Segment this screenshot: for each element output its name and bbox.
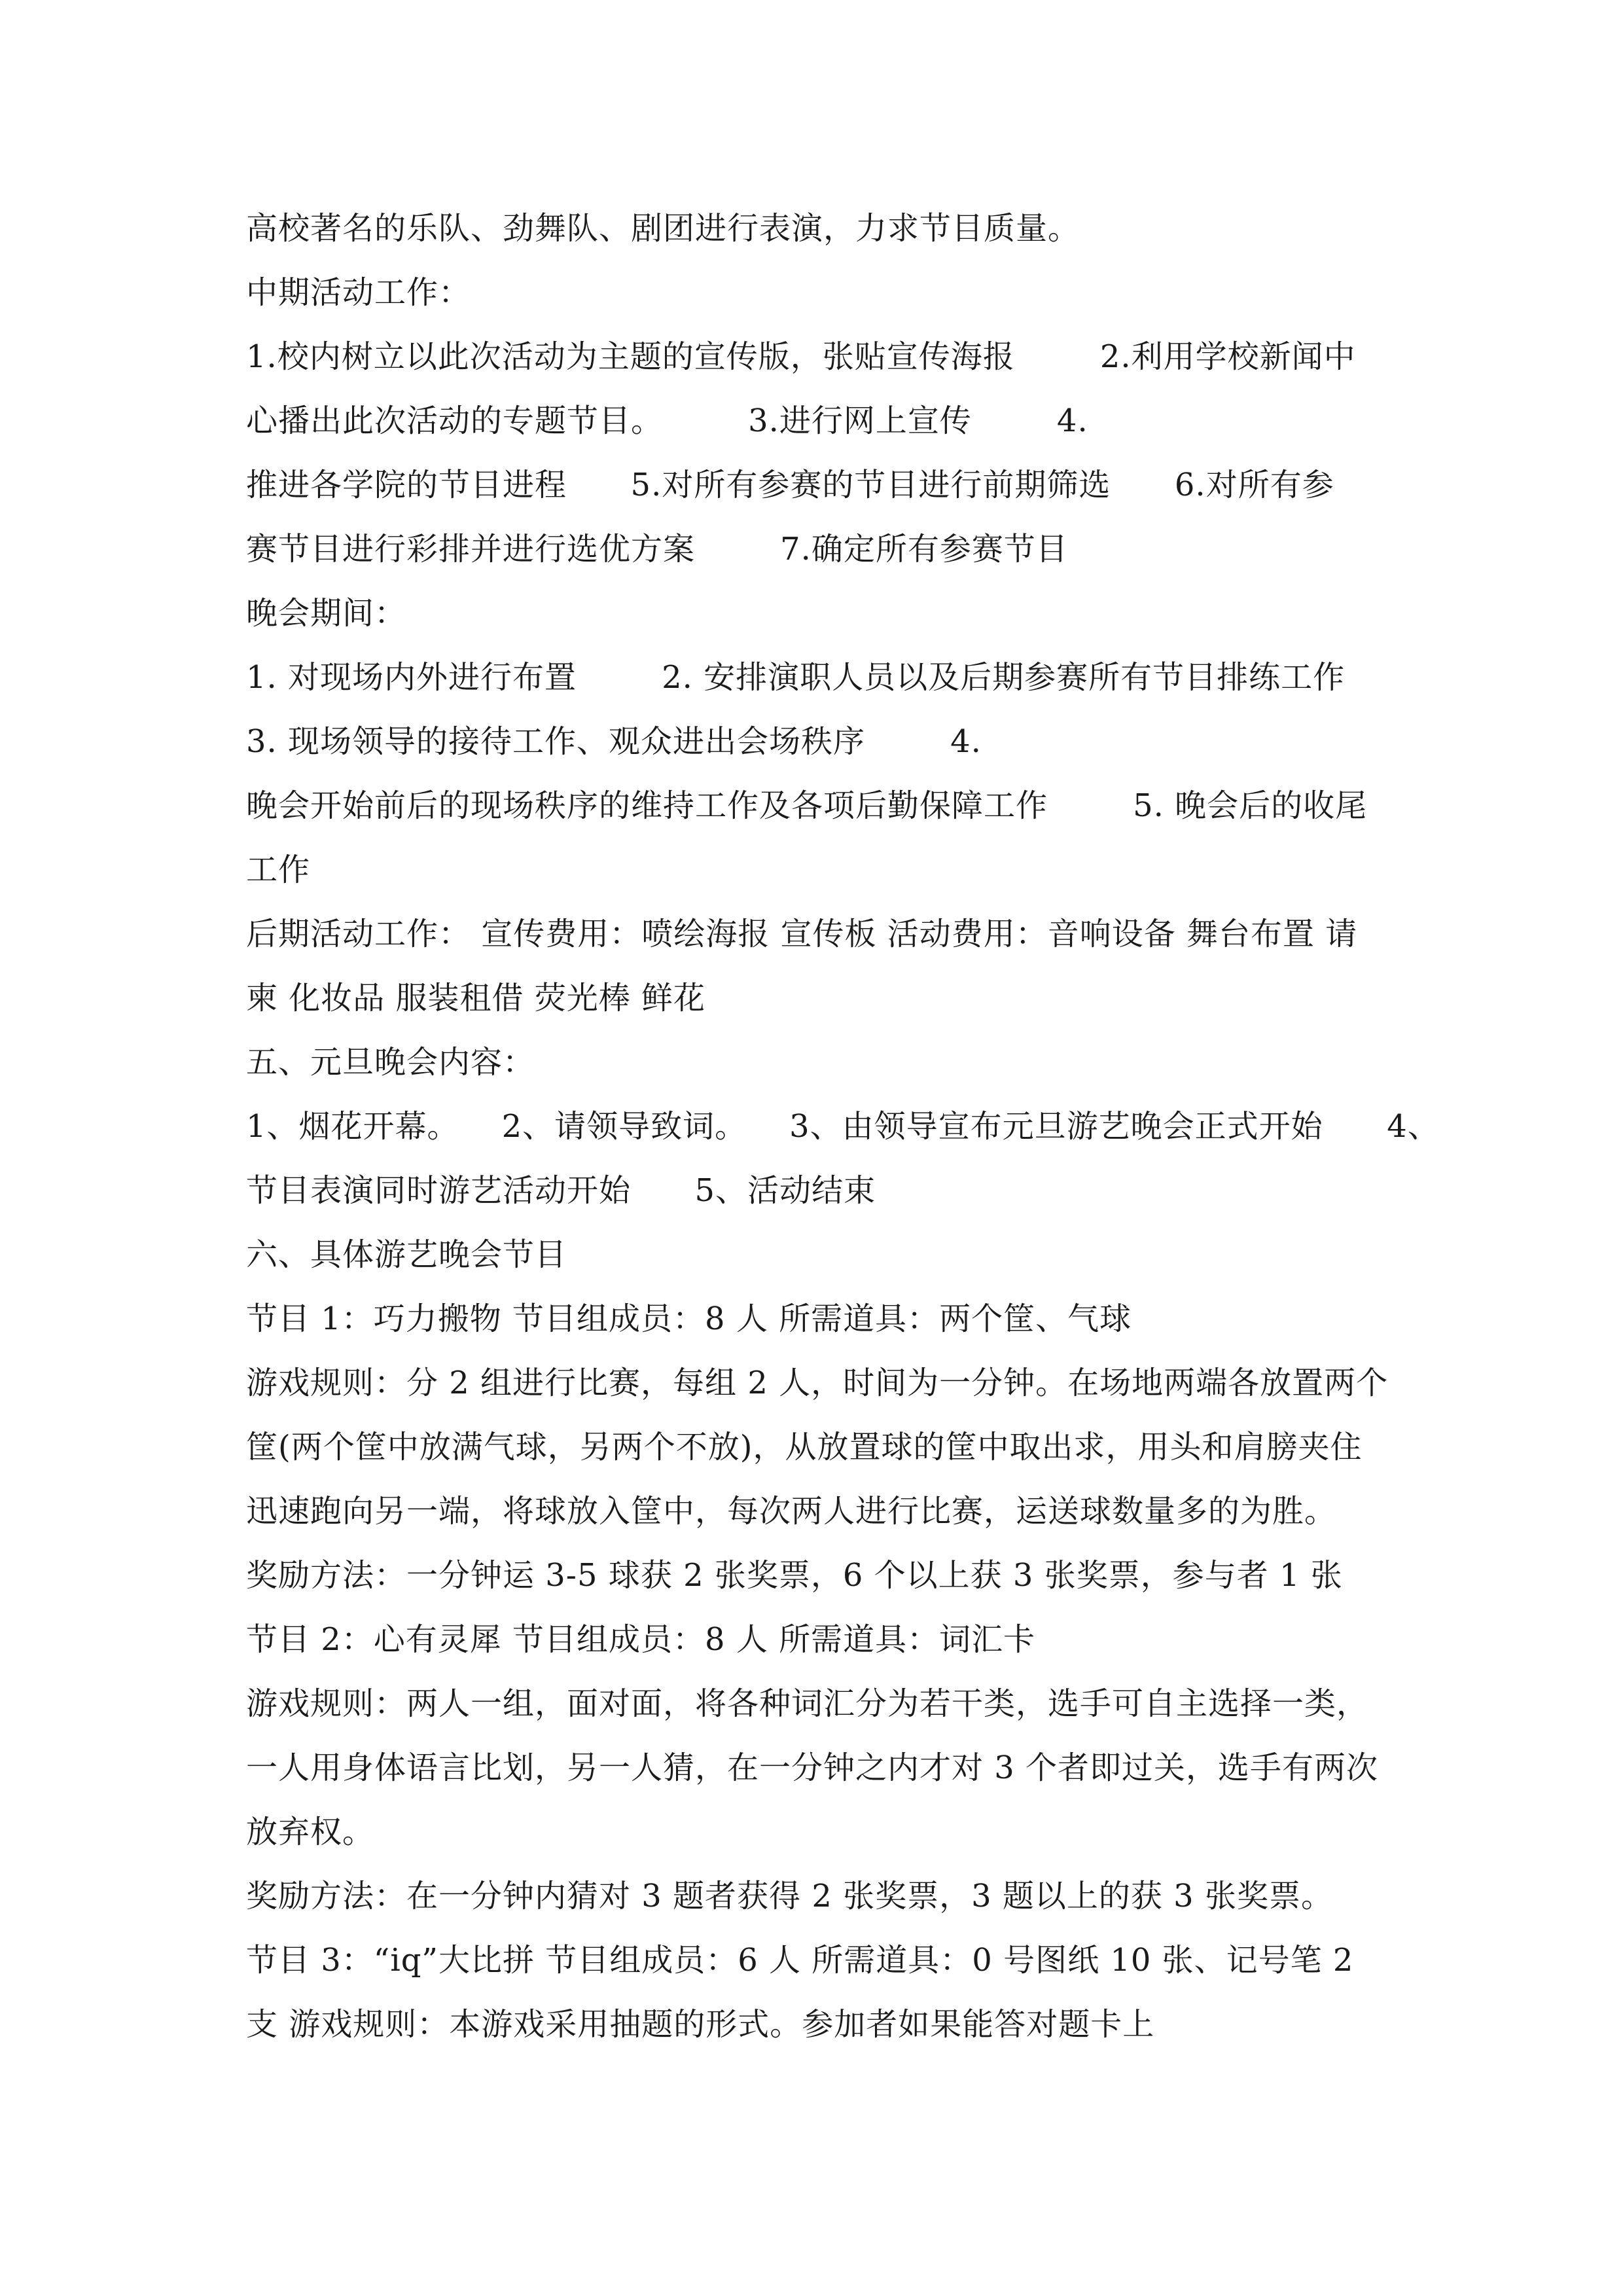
body-text	[246, 196, 1440, 2056]
text-line: 游戏规则：两人一组，面对面，将各种词汇分为若干类，选手可自主选择一类，	[246, 1685, 1369, 1722]
text-line: 支 游戏规则：本游戏采用抽题的形式。参加者如果能答对题卡上	[246, 2006, 1155, 2043]
text-line: 柬 化妆品 服装租借 荧光棒 鲜花	[246, 980, 706, 1016]
text-line: 赛节目进行彩排并进行选优方案 7.确定所有参赛节目	[246, 531, 1068, 567]
text-line: 工作	[246, 852, 311, 888]
text-line: 1.校内树立以此次活动为主题的宣传版，张贴宣传海报 2.利用学校新闻中	[246, 338, 1356, 375]
text-line: 晚会开始前后的现场秩序的维持工作及各项后勤保障工作 5. 晚会后的收尾	[246, 787, 1368, 824]
text-line: 1、烟花开幕。 2、请领导致词。 3、由领导宣布元旦游艺晚会正式开始 4、	[246, 1108, 1440, 1145]
text-line: 后期活动工作： 宣传费用：喷绘海报 宣传板 活动费用：音响设备 舞台布置 请	[246, 916, 1358, 952]
text-line: 节目 3：“iq”大比拼 节目组成员：6 人 所需道具：0 号图纸 10 张、记号笔 2	[246, 1942, 1354, 1979]
text-line: 心播出此次活动的专题节目。 3.进行网上宣传 4.	[246, 403, 1088, 439]
text-line: 五、元旦晚会内容：	[246, 1044, 535, 1081]
text-line: 迅速跑向另一端，将球放入筐中，每次两人进行比赛，运送球数量多的为胜。	[246, 1493, 1337, 1530]
text-line: 筐(两个筐中放满气球，另两个不放)，从放置球的筐中取出求，用头和肩膀夹住	[246, 1429, 1363, 1465]
text-line: 高校著名的乐队、劲舞队、剧团进行表演，力求节目质量。	[246, 210, 1080, 247]
text-line: 放弃权。	[246, 1814, 375, 1850]
text-line: 节目 2：心有灵犀 节目组成员：8 人 所需道具：词汇卡	[246, 1621, 1036, 1658]
text-line: 一人用身体语言比划，另一人猜，在一分钟之内才对 3 个者即过关，选手有两次	[246, 1749, 1379, 1786]
text-line: 1. 对现场内外进行布置 2. 安排演职人员以及后期参赛所有节目排练工作	[246, 659, 1346, 696]
text-line: 中期活动工作：	[246, 274, 471, 311]
text-line: 推进各学院的节目进程 5.对所有参赛的节目进行前期筛选 6.对所有参	[246, 467, 1334, 503]
text-line: 六、具体游艺晚会节目	[246, 1236, 567, 1273]
text-line: 节目 1：巧力搬物 节目组成员：8 人 所需道具：两个筐、气球	[246, 1300, 1132, 1337]
text-line: 游戏规则：分 2 组进行比赛，每组 2 人，时间为一分钟。在场地两端各放置两个	[246, 1365, 1389, 1401]
text-line: 晚会期间：	[246, 595, 407, 632]
text-line: 3. 现场领导的接待工作、观众进出会场秩序 4.	[246, 723, 982, 760]
text-line: 节目表演同时游艺活动开始 5、活动结束	[246, 1172, 876, 1209]
text-line: 奖励方法：一分钟运 3-5 球获 2 张奖票，6 个以上获 3 张奖票，参与者 1 张	[246, 1557, 1343, 1594]
text-line: 奖励方法：在一分钟内猜对 3 题者获得 2 张奖票，3 题以上的获 3 张奖票。	[246, 1878, 1333, 1914]
